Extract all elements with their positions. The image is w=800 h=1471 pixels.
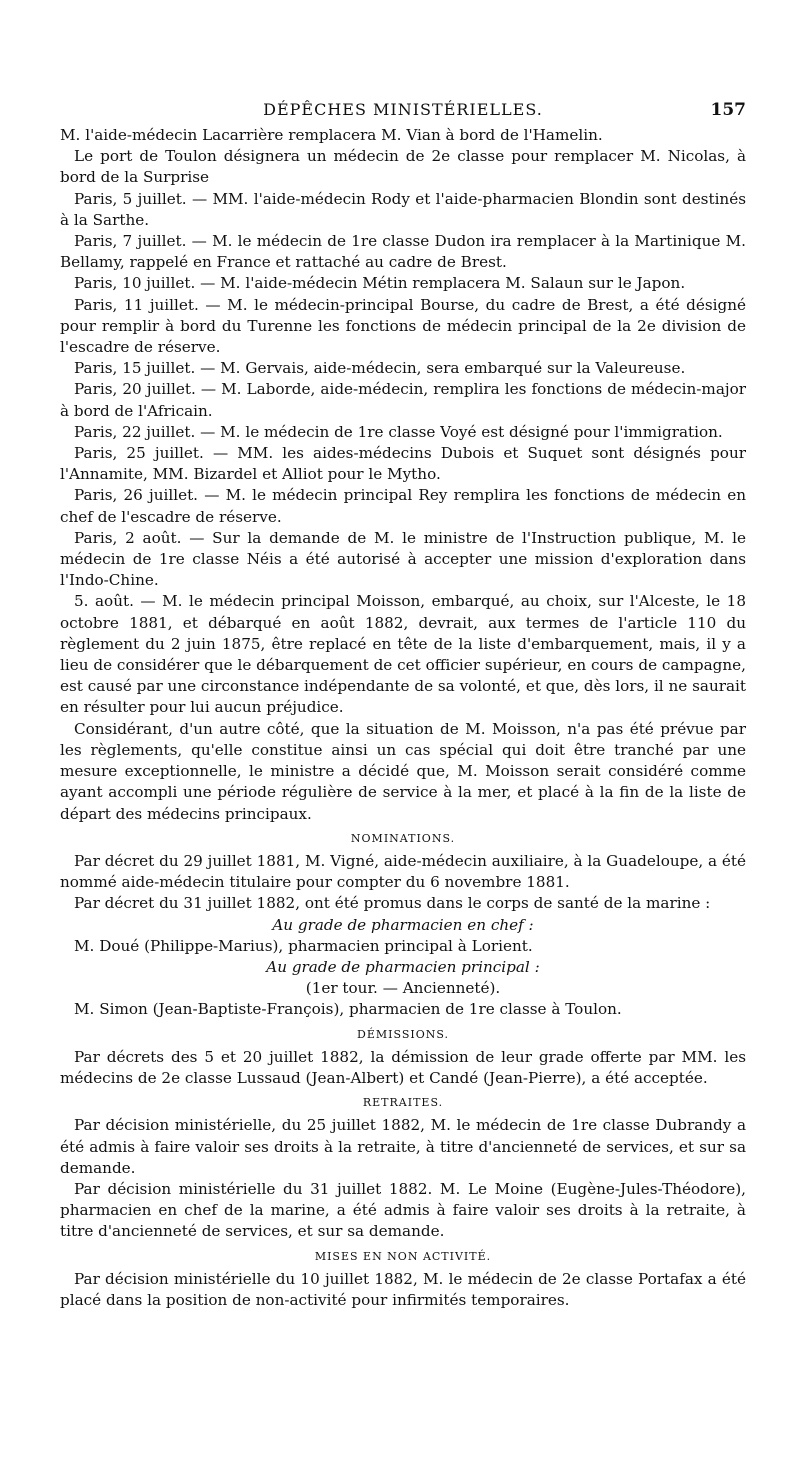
page-number: 157 xyxy=(710,100,746,120)
section-heading-nominations: NOMINATIONS. xyxy=(350,831,456,845)
paragraph: Paris, 22 juillet. — M. le médecin de 1re classe Voyé est désigné pour l'immigration. xyxy=(74,422,723,441)
running-header xyxy=(60,100,746,122)
page-body xyxy=(60,125,746,1311)
paragraph: Le port de Toulon désignera un médecin de 2e classe pour remplacer M. Nicolas, à bord de la Surprise xyxy=(60,147,746,187)
paragraph: Paris, 10 juillet. — M. l'aide-médecin Métin remplacera M. Salaun sur le Japon. xyxy=(74,274,686,293)
grade-heading: Au grade de pharmacien en chef : xyxy=(272,915,534,934)
paragraph: Considérant, d'un autre côté, que la situation de M. Moisson, n'a pas été prévue par les règlements, qu'elle constitue ainsi un cas spécial qui doit être tranché par une mesure exceptionnelle, le ministre a décidé que, M. Moisson serait considéré comme ayant accompli une période régulière de service à la mer, et placé à la fin de la liste de départ des médecins principaux. xyxy=(60,719,746,823)
paragraph: Paris, 5 juillet. — MM. l'aide-médecin Rody et l'aide-pharmacien Blondin sont destinés à la Sarthe. xyxy=(60,189,746,229)
paragraph: Paris, 26 juillet. — M. le médecin principal Rey remplira les fonctions de médecin en chef de l'escadre de réserve. xyxy=(60,486,746,526)
paragraph: Par décret du 29 juillet 1881, M. Vigné, aide-médecin auxiliaire, à la Guadeloupe, a été nommé aide-médecin titulaire pour compter du 6 novembre 1881. xyxy=(60,851,746,892)
paragraph: Paris, 20 juillet. — M. Laborde, aide-médecin, remplira les fonctions de médecin-major à bord de l'Africain. xyxy=(60,380,746,420)
paragraph: 5. août. — M. le médecin principal Moisson, embarqué, au choix, sur l'Alceste, le 18 octobre 1881, et débarqué en août 1882, devrait, aux termes de l'article 110 du règlement du 2 juin 1875, être replacé en tête de la liste d'embarquement, mais, il y a lieu de considérer que le débarquement de cet officier supérieur, en cours de campagne, est causé par une circonstance indépendante de sa volonté, et que, dès lors, il ne saurait en résulter pour lui aucun préjudice. xyxy=(60,592,746,717)
paragraph: Par décision ministérielle, du 25 juillet 1882, M. le médecin de 1re classe Dubrandy a été admis à faire valoir ses droits à la retraite, à titre d'ancienneté de services, et sur sa demande. xyxy=(60,1116,746,1177)
paragraph: Paris, 2 août. — Sur la demande de M. le ministre de l'Instruction publique, M. le médecin de 1re classe Néis a été autorisé à accepter une mission d'exploration dans l'Indo-Chine. xyxy=(60,528,746,590)
section-heading-non-activite: MISES EN NON ACTIVITÉ. xyxy=(314,1249,492,1263)
running-title: DÉPÊCHES MINISTÉRIELLES. xyxy=(263,100,543,119)
nomination-line: M. Doué (Philippe-Marius), pharmacien principal à Lorient. xyxy=(74,936,533,955)
paragraph: Paris, 25 juillet. — MM. les aides-médecins Dubois et Suquet sont désignés pour l'Annamite, MM. Bizardel et Alliot pour le Mytho. xyxy=(60,444,746,484)
paragraph: M. l'aide-médecin Lacarrière remplacera M. Vian à bord de l'Hamelin. xyxy=(60,126,603,144)
tour-line: (1er tour. — Ancienneté). xyxy=(305,979,501,998)
paragraph: Par décision ministérielle du 31 juillet 1882. M. Le Moine (Eugène-Jules-Théodore), pharmacien en chef de la marine, a été admis à faire valoir ses droits à la retraite, à titre d'ancienneté de services, et sur sa demande. xyxy=(60,1179,746,1241)
nomination-line: M. Simon (Jean-Baptiste-François), pharmacien de 1re classe à Toulon. xyxy=(74,1000,622,1019)
grade-heading: Au grade de pharmacien principal : xyxy=(266,957,540,976)
paragraph: Paris, 11 juillet. — M. le médecin-principal Bourse, du cadre de Brest, a été désigné pour remplir à bord du Turenne les fonctions de médecin principal de la 2e division de l'escadre de réserve. xyxy=(60,295,746,357)
paragraph: Paris, 15 juillet. — M. Gervais, aide-médecin, sera embarqué sur la Valeureuse. xyxy=(74,359,686,378)
paragraph: Par décrets des 5 et 20 juillet 1882, la démission de leur grade offerte par MM. les médecins de 2e classe Lussaud (Jean-Albert) et Candé (Jean-Pierre), a été acceptée. xyxy=(60,1047,746,1087)
paragraph: Paris, 7 juillet. — M. le médecin de 1re classe Dudon ira remplacer à la Martinique M. Bellamy, rappelé en France et rattaché au cadre de Brest. xyxy=(60,232,746,272)
paragraph: Par décret du 31 juillet 1882, ont été promus dans le corps de santé de la marine : xyxy=(74,894,711,913)
section-heading-retraites: RETRAITES. xyxy=(362,1096,444,1110)
section-heading-demissions: DÉMISSIONS. xyxy=(357,1027,449,1041)
paragraph: Par décision ministérielle du 10 juillet 1882, M. le médecin de 2e classe Portafax a été placé dans la position de non-activité pour infirmités temporaires. xyxy=(60,1269,746,1309)
